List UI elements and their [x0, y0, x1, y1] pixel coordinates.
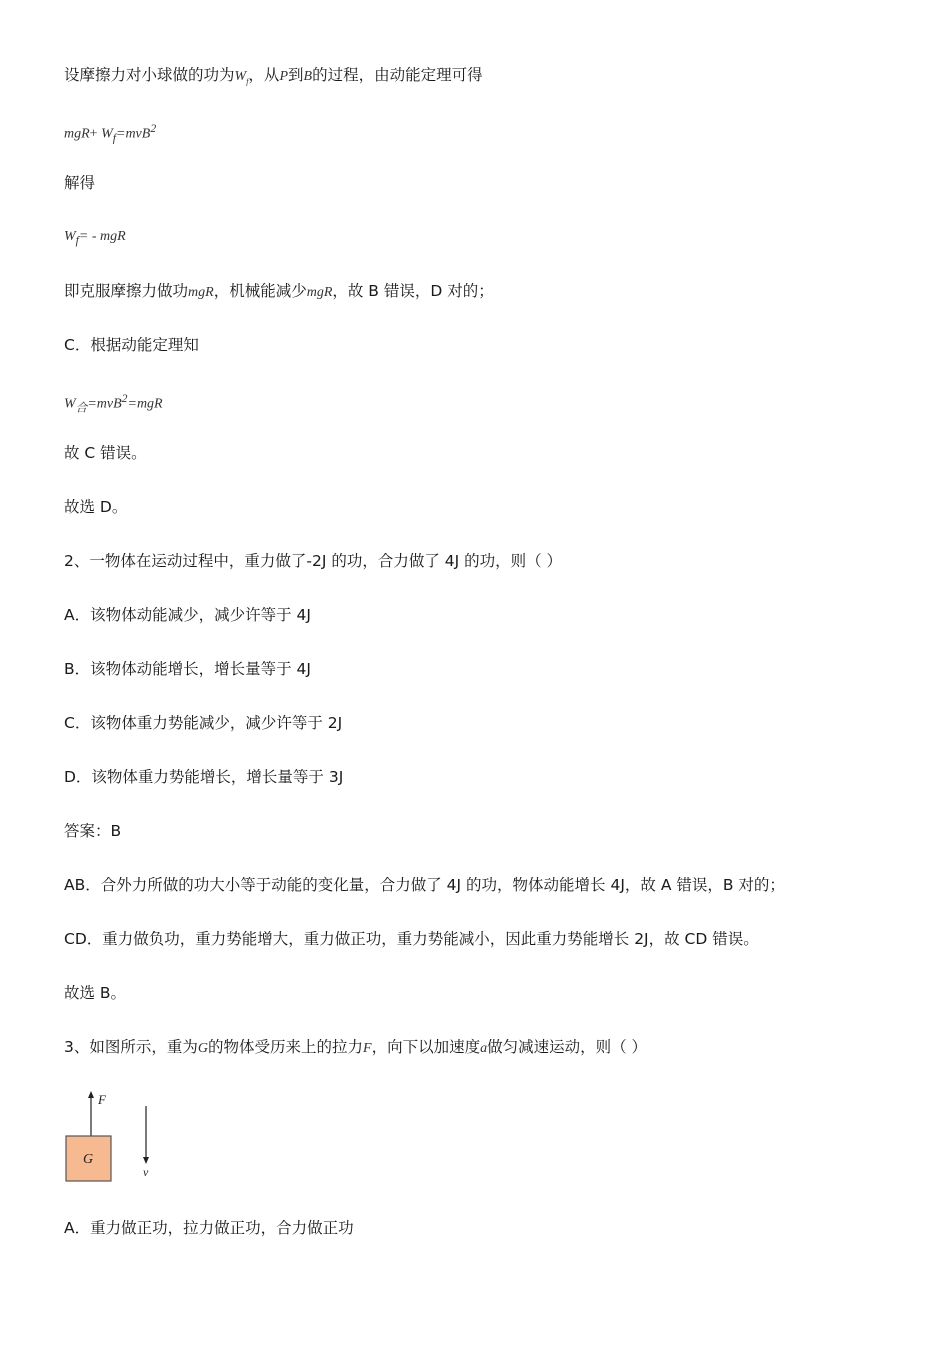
- force-arrow-head: [88, 1091, 94, 1098]
- velocity-label: v: [143, 1165, 149, 1179]
- force-label: F: [98, 1092, 106, 1107]
- question-2: 2、一物体在运动过程中，重力做了-2J 的功，合力做了 4J 的功，则（ ）: [64, 552, 563, 570]
- text: 的过程，由动能定理可得: [312, 66, 483, 84]
- question-3-option-a: A．重力做正功，拉力做正功，合力做正功: [64, 1219, 354, 1237]
- text-line-9: 故选 D。: [64, 498, 128, 516]
- text-line-3: 解得: [64, 174, 96, 192]
- text: 设摩擦力对小球做的功为: [64, 66, 235, 84]
- option-d: D．该物体重力势能增长，增长量等于 3J: [64, 768, 344, 786]
- text-line-5: 即克服摩擦力做功mgR，机械能减少mgR，故 B 错误，D 对的；: [64, 282, 494, 300]
- math-wf: $W_f$: [234, 69, 249, 86]
- formula-line-1: $mgR+ W_f=mvB^2$: [64, 122, 157, 145]
- question-3: 3、如图所示，重为G的物体受历来上的拉力F，向下以加速度a做匀减速运动，则（ ）: [64, 1038, 648, 1056]
- math-p: P: [279, 69, 288, 84]
- explanation-cd: CD．重力做负功，重力势能增大，重力做正功，重力势能减小，因此重力势能增长 2J，故 CD 错误。: [64, 930, 759, 948]
- velocity-arrow-head: [143, 1157, 149, 1164]
- block-label: G: [82, 1152, 94, 1167]
- text-line-6: C．根据动能定理知: [64, 336, 199, 354]
- option-c: C．该物体重力势能减少，减少许等于 2J: [64, 714, 343, 732]
- text-line-8: 故 C 错误。: [64, 444, 147, 462]
- text: ，从: [248, 66, 280, 84]
- formula-line-3: $W_合=mvB^2=mgR$: [64, 392, 163, 415]
- answer: 答案：B: [64, 822, 122, 840]
- option-b: B．该物体动能增长，增长量等于 4J: [64, 660, 311, 678]
- explanation-ab: AB．合外力所做的功大小等于动能的变化量，合力做了 4J 的功，物体动能增长 4J，故 A 错误，B 对的；: [64, 876, 785, 894]
- text: 到: [288, 66, 304, 84]
- force-diagram: [60, 1088, 170, 1188]
- text-line-1: [64, 64, 483, 93]
- option-a: A．该物体动能减少，减少许等于 4J: [64, 606, 311, 624]
- formula-line-2: $W_f=$ - mgR: [64, 229, 126, 247]
- text-line-18: 故选 B。: [64, 984, 127, 1002]
- math-b: B: [303, 69, 313, 84]
